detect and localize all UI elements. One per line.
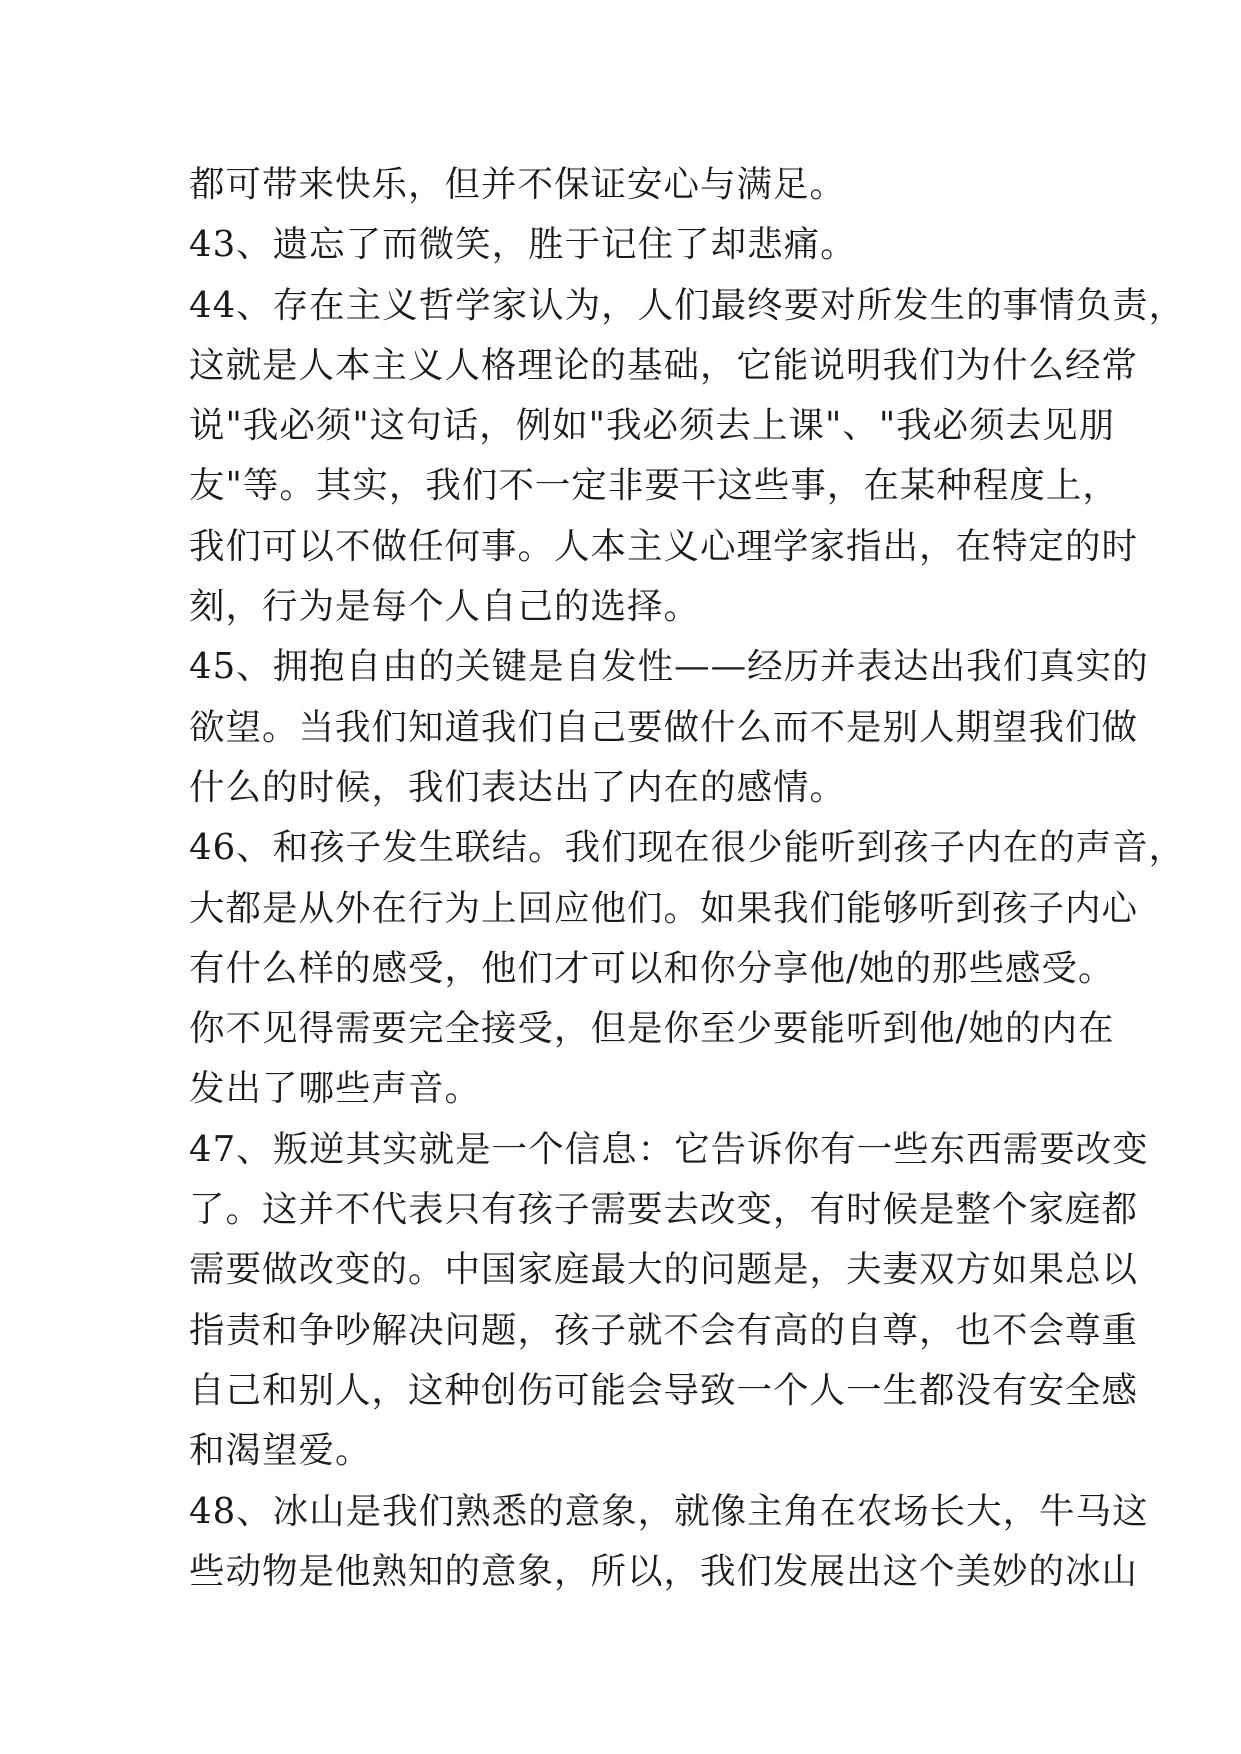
text-line: 都可带来快乐，但并不保证安心与满足。 bbox=[189, 164, 847, 205]
text-line: 47、叛逆其实就是一个信息：它告诉你有一些东西需要改变 bbox=[189, 1128, 1149, 1170]
document-body bbox=[189, 164, 1186, 1612]
text-line: 和渴望爱。 bbox=[189, 1430, 372, 1472]
text-line: 44、存在主义哲学家认为，人们最终要对所发生的事情负责， bbox=[189, 284, 1186, 326]
text-line: 你不见得需要完全接受，但是你至少要能听到他/她的内在 bbox=[189, 1008, 1115, 1050]
text-line: 指责和争吵解决问题，孩子就不会有高的自尊，也不会尊重 bbox=[189, 1309, 1139, 1351]
text-line: 些动物是他熟知的意象，所以，我们发展出这个美妙的冰山 bbox=[189, 1550, 1139, 1592]
text-line: 48、冰山是我们熟悉的意象，就像主角在农场长大，牛马这 bbox=[189, 1490, 1149, 1532]
text-line: 有什么样的感受，他们才可以和你分享他/她的那些感受。 bbox=[189, 947, 1115, 989]
text-line: 46、和孩子发生联结。我们现在很少能听到孩子内在的声音， bbox=[189, 827, 1186, 869]
text-line: 发出了哪些声音。 bbox=[189, 1068, 482, 1110]
text-line: 什么的时候，我们表达出了内在的感情。 bbox=[189, 766, 847, 808]
text-line: 我们可以不做任何事。人本主义心理学家指出，在特定的时 bbox=[189, 525, 1139, 567]
text-line: 需要做改变的。中国家庭最大的问题是，夫妻双方如果总以 bbox=[189, 1249, 1139, 1291]
text-line: 友"等。其实，我们不一定非要干这些事，在某种程度上， bbox=[189, 465, 1119, 507]
text-line: 自己和别人，这种创伤可能会导致一个人一生都没有安全感 bbox=[189, 1369, 1139, 1411]
text-line: 43、遗忘了而微笑，胜于记住了却悲痛。 bbox=[189, 224, 857, 266]
text-line: 这就是人本主义人格理论的基础，它能说明我们为什么经常 bbox=[189, 344, 1139, 386]
text-line: 说"我必须"这句话，例如"我必须去上课"、"我必须去见朋 bbox=[189, 405, 1116, 447]
text-line: 了。这并不代表只有孩子需要去改变，有时候是整个家庭都 bbox=[189, 1189, 1139, 1231]
text-line: 刻，行为是每个人自己的选择。 bbox=[189, 586, 701, 628]
text-line: 45、拥抱自由的关键是自发性——经历并表达出我们真实的 bbox=[189, 646, 1149, 688]
text-line: 欲望。当我们知道我们自己要做什么而不是别人期望我们做 bbox=[189, 706, 1139, 748]
text-line: 大都是从外在行为上回应他们。如果我们能够听到孩子内心 bbox=[189, 887, 1139, 929]
